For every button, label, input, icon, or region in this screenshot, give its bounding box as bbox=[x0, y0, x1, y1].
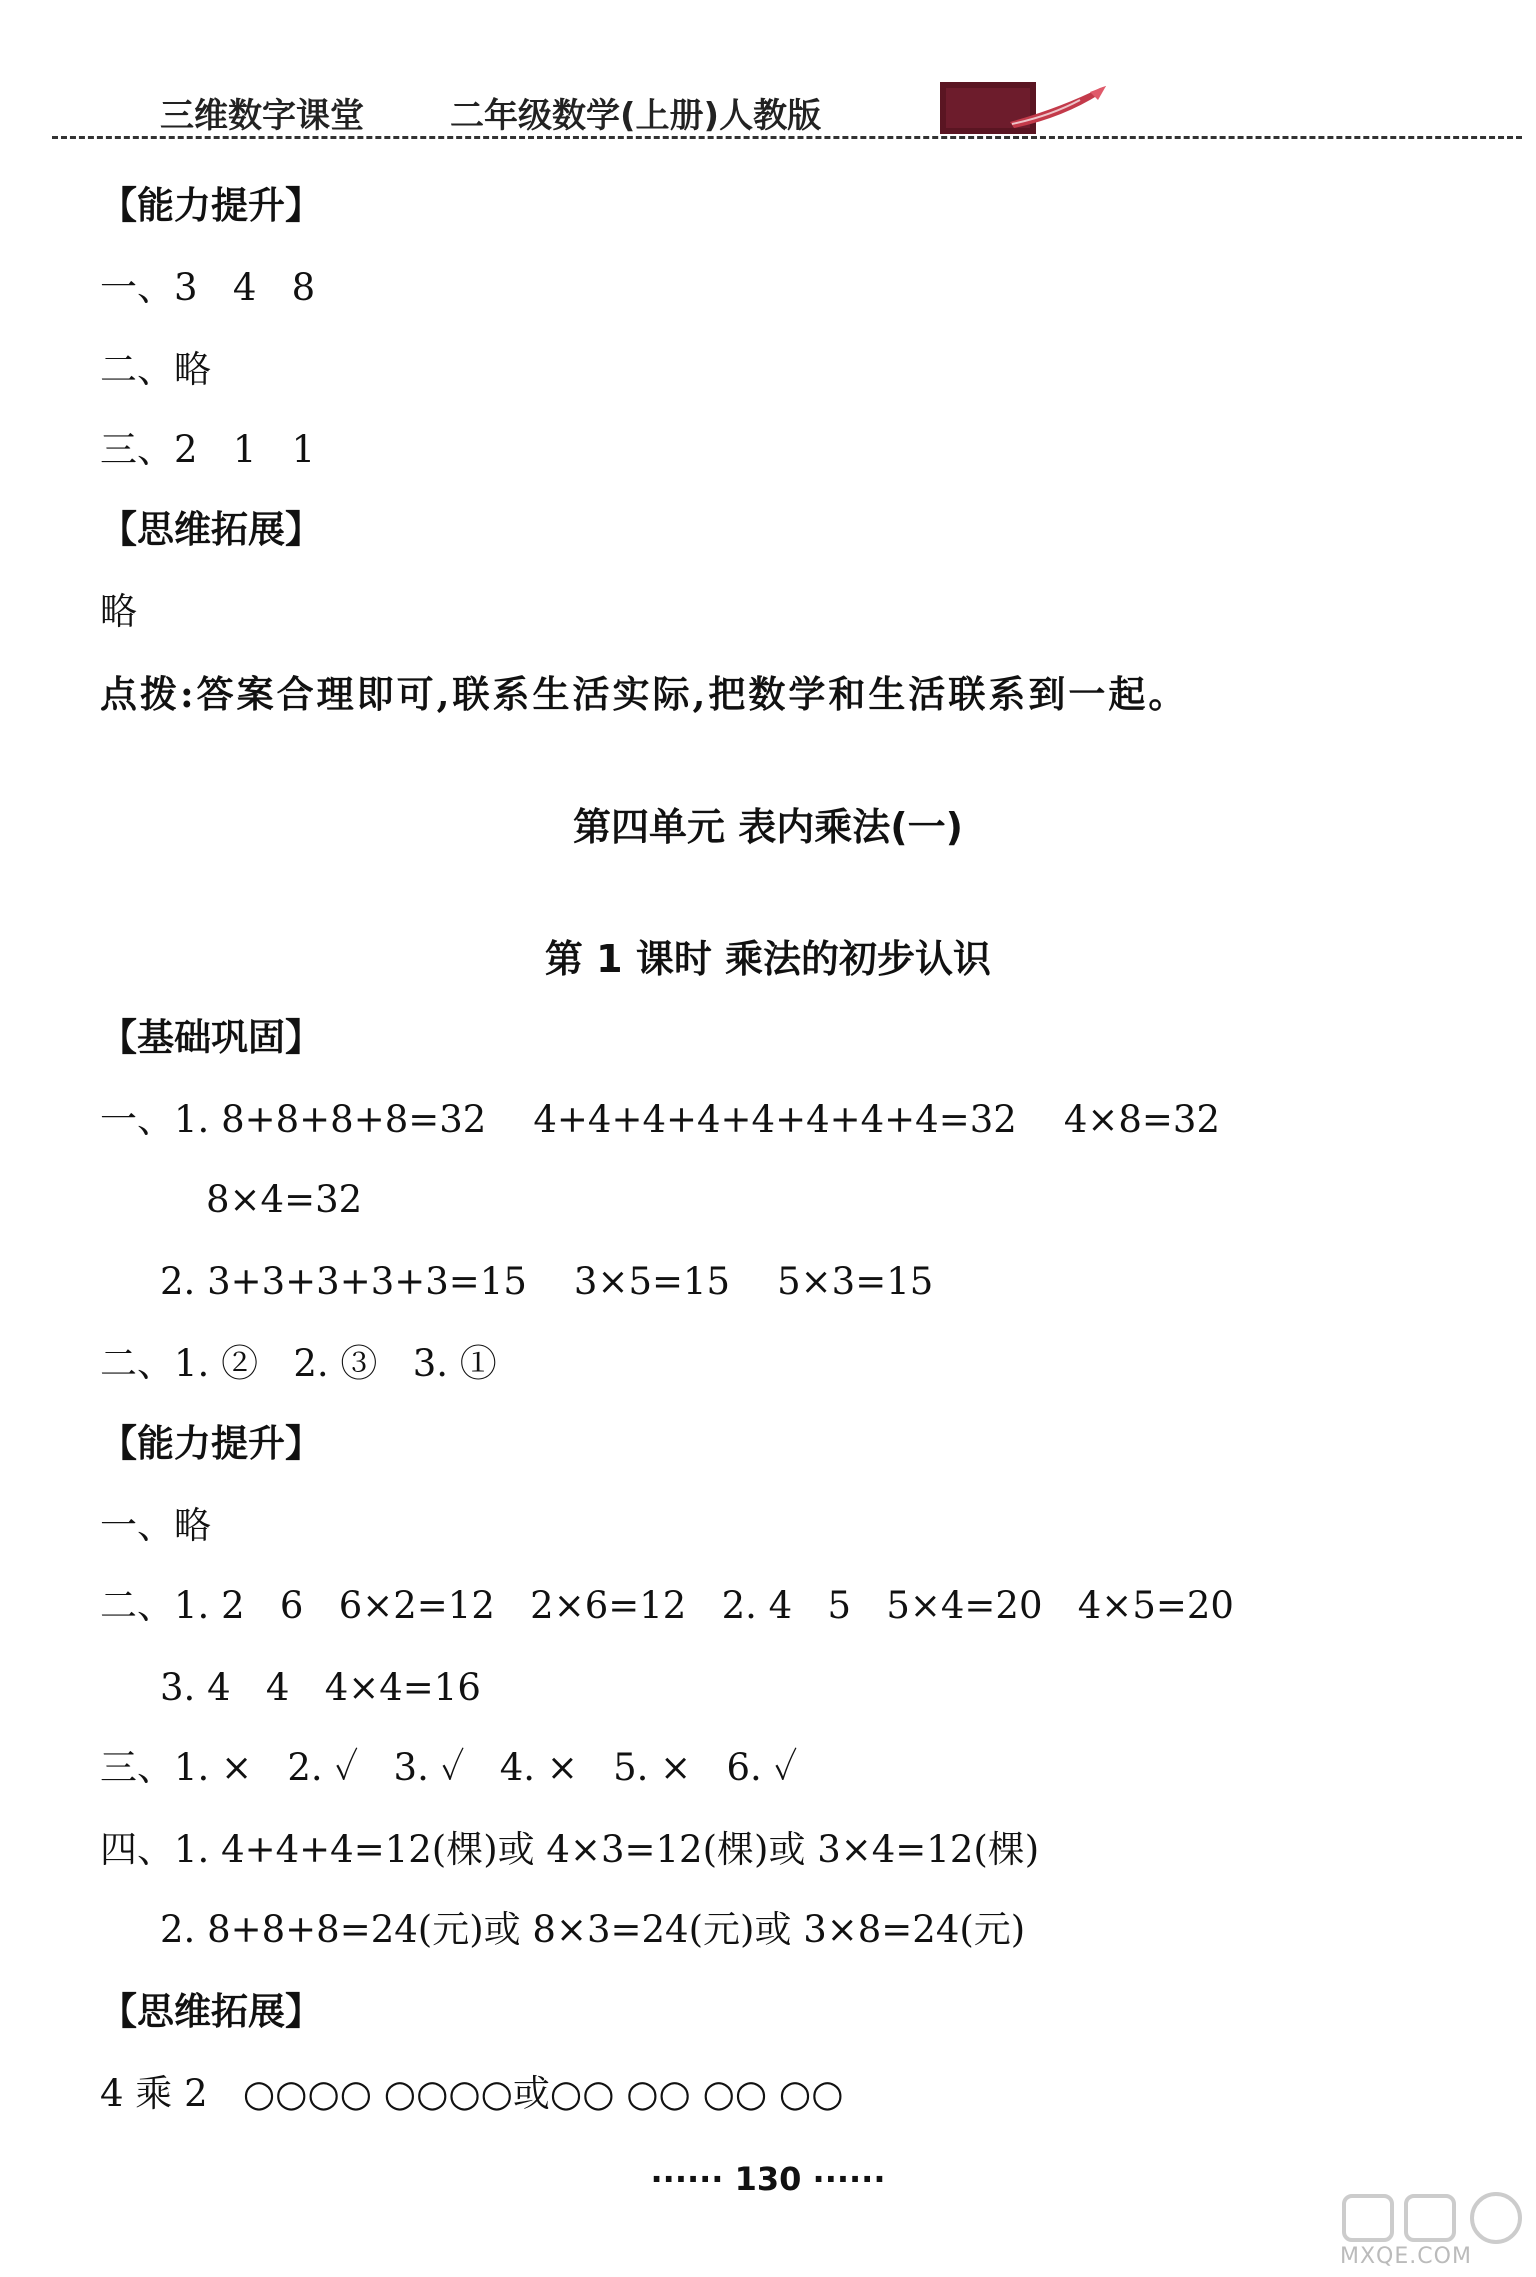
answer-line: 四、1. 4+4+4=12(棵)或 4×3=12(棵)或 3×4=12(棵) bbox=[100, 1828, 1040, 1871]
header-book-title: 二年级数学(上册)人教版 bbox=[450, 96, 822, 136]
answer-line: 略 bbox=[100, 590, 137, 633]
answer-line: 2. 3+3+3+3+3=15 3×5=15 5×3=15 bbox=[160, 1260, 934, 1303]
answer-line: 2. 8+8+8=24(元)或 8×3=24(元)或 3×8=24(元) bbox=[160, 1908, 1026, 1951]
section-heading: 【思维拓展】 bbox=[100, 508, 322, 551]
answer-line: 8×4=32 bbox=[206, 1178, 363, 1221]
answer-line: 一、3 4 8 bbox=[100, 266, 316, 309]
watermark-text: MXQE.COM bbox=[1340, 2244, 1472, 2269]
hint-text: 点拨:答案合理即可,联系生活实际,把数学和生活联系到一起。 bbox=[100, 672, 1189, 716]
answer-line: 二、略 bbox=[100, 348, 211, 391]
answer-line: 三、1. × 2. ✓ 3. ✓ 4. × 5. × 6. ✓ bbox=[100, 1746, 798, 1789]
section-heading: 【基础巩固】 bbox=[100, 1016, 322, 1059]
answer-line: 一、略 bbox=[100, 1504, 211, 1547]
section-heading: 【能力提升】 bbox=[100, 1422, 322, 1465]
rocket-logo-icon bbox=[940, 78, 1110, 138]
answer-line: 3. 4 4 4×4=16 bbox=[160, 1666, 481, 1709]
page-number: ······ 130 ······ bbox=[650, 2160, 886, 2198]
answer-line: 二、1. 2 6 6×2=12 2×6=12 2. 4 5 5×4=20 4×5=20 bbox=[100, 1584, 1234, 1627]
header-series-title: 三维数字课堂 bbox=[160, 96, 364, 136]
page-header bbox=[0, 0, 1536, 140]
answer-line: 一、1. 8+8+8+8=32 4+4+4+4+4+4+4+4=32 4×8=32 bbox=[100, 1098, 1220, 1141]
answer-line: 二、1. ② 2. ③ 3. ① bbox=[100, 1342, 497, 1385]
section-heading: 【能力提升】 bbox=[100, 184, 322, 227]
answer-line: 三、2 1 1 bbox=[100, 428, 316, 471]
answer-line: 4 乘 2 ○○○○ ○○○○或○○ ○○ ○○ ○○ bbox=[100, 2072, 844, 2115]
section-heading: 【思维拓展】 bbox=[100, 1990, 322, 2033]
unit-title: 第四单元 表内乘法(一) bbox=[573, 805, 963, 849]
lesson-title: 第 1 课时 乘法的初步认识 bbox=[544, 937, 992, 981]
header-divider bbox=[52, 136, 1522, 139]
